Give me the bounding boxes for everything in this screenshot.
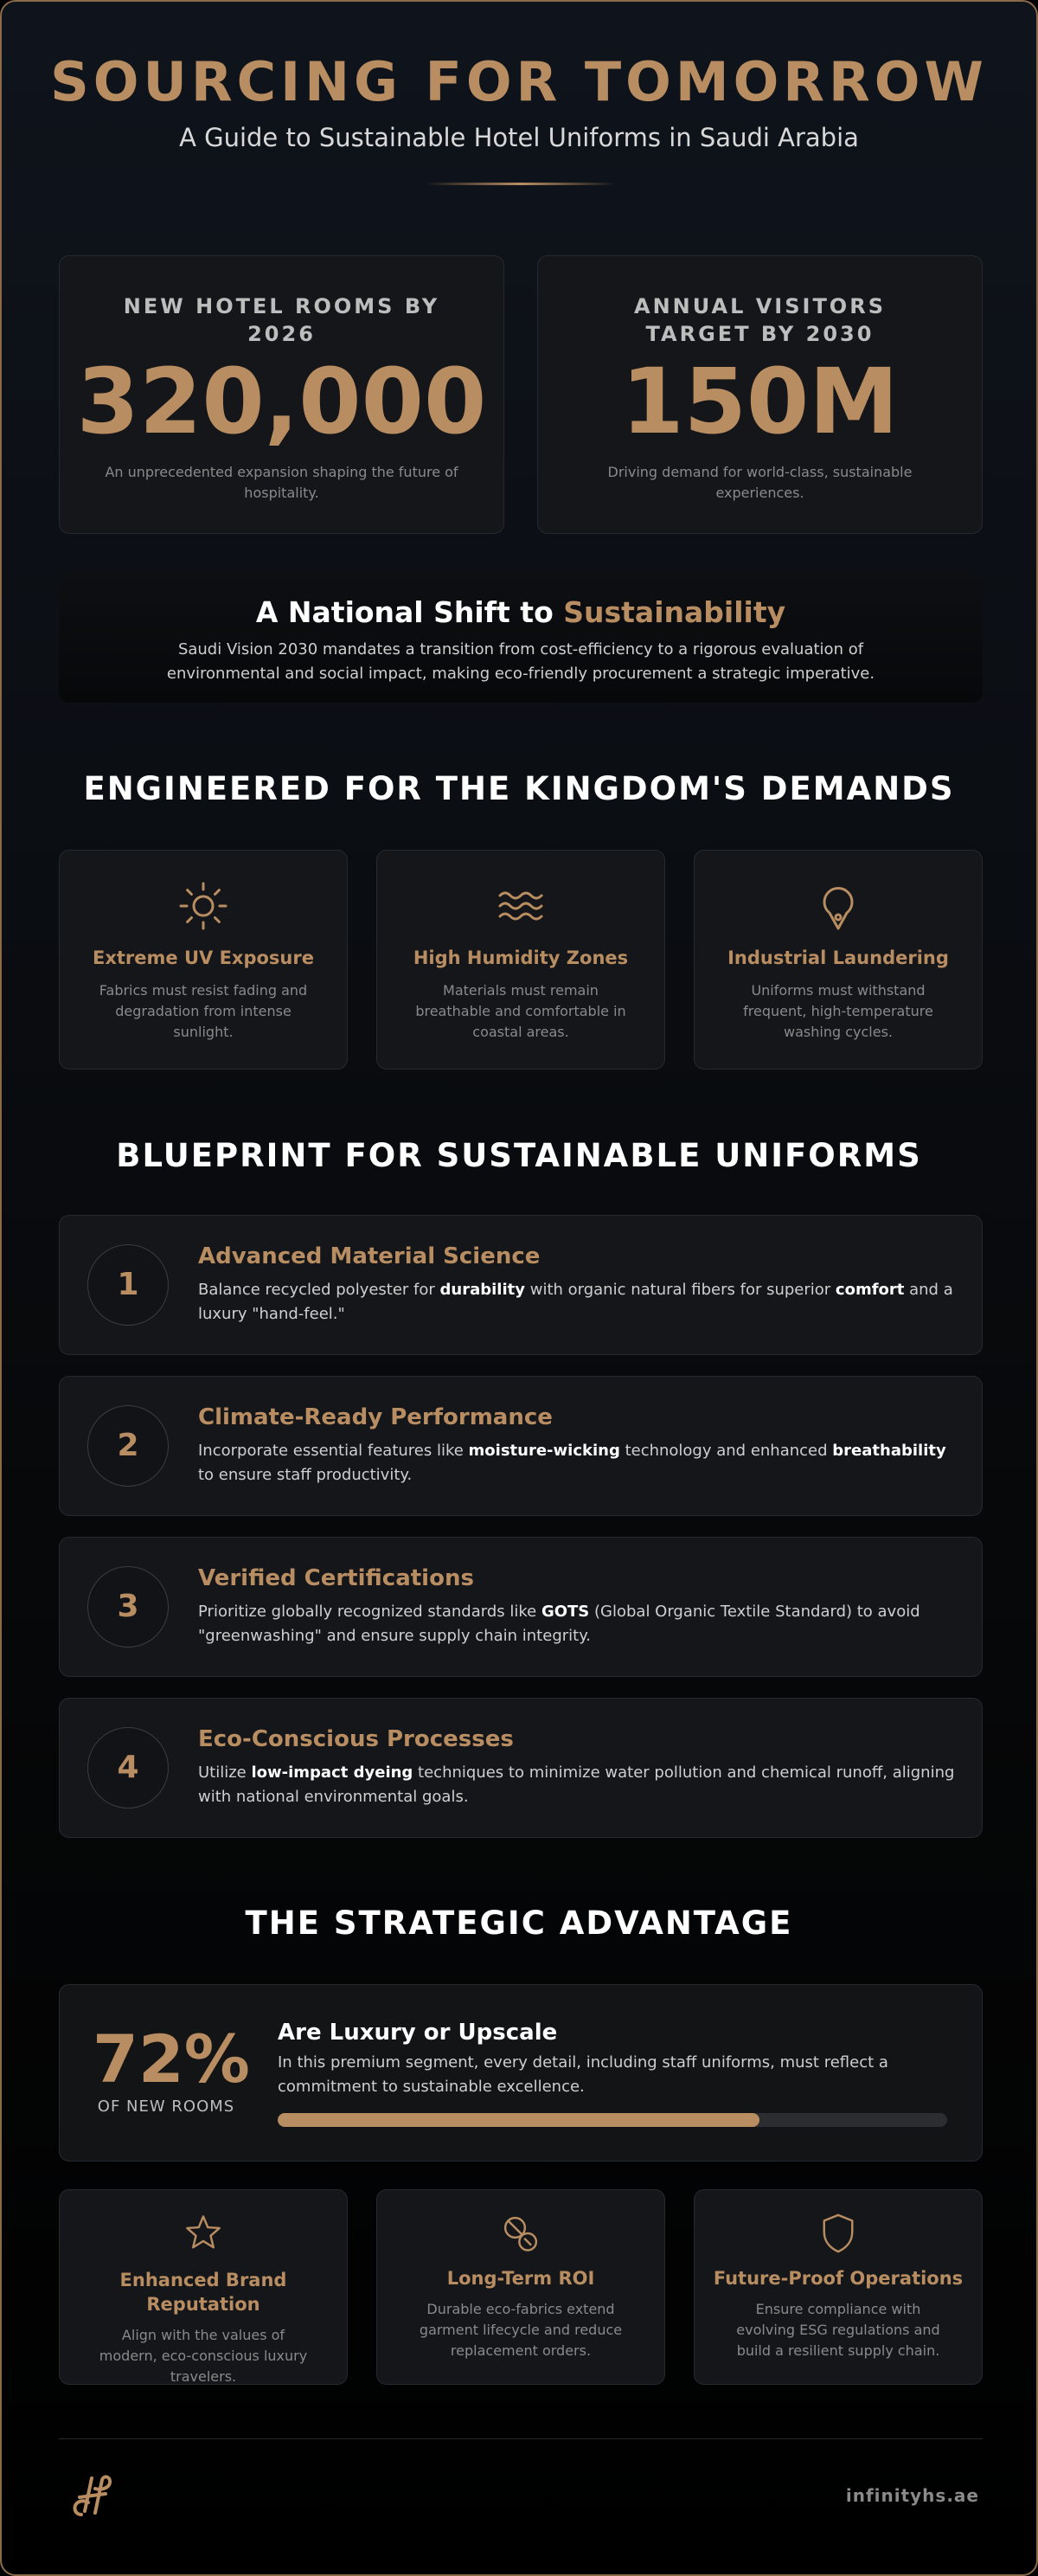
roi-icon	[498, 2211, 543, 2256]
benefit-description: Ensure compliance with evolving ESG regulations and build a resilient supply chain.	[736, 2301, 940, 2359]
demand-description: Fabrics must resist fading and degradation from intense sunlight.	[99, 982, 308, 1040]
step-text	[198, 1761, 959, 1809]
stat-value: 320,000	[76, 349, 487, 454]
demand-name: High Humidity Zones	[413, 948, 629, 968]
benefit-card-operations	[694, 2189, 983, 2385]
stat-description: Driving demand for world-class, sustainable experiences.	[607, 464, 913, 501]
luxury-progress-fill	[278, 2113, 759, 2127]
benefit-description: Align with the values of modern, eco-conscious luxury travelers.	[99, 2327, 308, 2385]
text-part: Balance recycled polyester for	[198, 1281, 440, 1299]
text-part: to ensure staff productivity.	[198, 1466, 413, 1484]
footer-divider	[59, 2438, 983, 2439]
stat-label: ANNUAL VISITORS TARGET BY 2030	[634, 294, 886, 346]
shift-title-prefix: A National Shift to	[255, 595, 564, 629]
footer-website[interactable]: infinityhs.ae	[845, 2485, 979, 2506]
step-text	[198, 1600, 959, 1648]
text-part: (Global Organic Textile Standard) to avoid "greenwashing" and ensure supply chain integrity.	[198, 1603, 920, 1645]
luxury-headline: Are Luxury or Upscale	[278, 2020, 558, 2046]
text-bold: moisture-wicking	[468, 1442, 620, 1460]
hero-subtitle: A Guide to Sustainable Hotel Uniforms in Saudi Arabia	[179, 123, 859, 152]
benefit-name: Enhanced Brand Reputation	[119, 2270, 287, 2315]
text-part: with organic natural fibers for superior	[525, 1281, 836, 1299]
benefit-card-roi	[376, 2189, 665, 2385]
advantage-section-title: THE STRATEGIC ADVANTAGE	[245, 1905, 793, 1942]
blueprint-card-2	[59, 1376, 983, 1516]
benefit-card-brand	[59, 2189, 348, 2385]
text-bold: GOTS	[541, 1603, 590, 1621]
demands-section-title: ENGINEERED FOR THE KINGDOM'S DEMANDS	[83, 770, 955, 807]
benefit-name: Future-Proof Operations	[713, 2268, 964, 2289]
step-title: Advanced Material Science	[198, 1243, 541, 1269]
hero-title: SOURCING FOR TOMORROW	[50, 50, 988, 113]
demand-card-humidity	[376, 850, 665, 1070]
text-part: Prioritize globally recognized standards like	[198, 1603, 541, 1621]
blueprint-card-4	[59, 1698, 983, 1838]
step-number: 2	[87, 1405, 169, 1487]
brand-logo	[67, 2471, 116, 2520]
stat-value: 150M	[621, 349, 899, 454]
text-part: Incorporate essential features like	[198, 1442, 469, 1460]
drop-icon	[811, 878, 866, 934]
shift-text: Saudi Vision 2030 mandates a transition from cost-efficiency to a rigorous evaluation of environmental and social impact, making eco-friendly procurement a strategic imperative.	[166, 640, 875, 683]
text-bold: comfort	[835, 1281, 905, 1299]
sun-icon	[176, 878, 231, 934]
demand-description: Uniforms must withstand frequent, high-temperature washing cycles.	[743, 982, 933, 1040]
stat-card-visitors	[537, 255, 983, 534]
step-number: 4	[87, 1727, 169, 1808]
demand-card-uv	[59, 850, 348, 1070]
text-part: and a luxury "hand-feel."	[198, 1281, 953, 1323]
stat-label: NEW HOTEL ROOMS BY 2026	[123, 294, 440, 346]
blueprint-section-title: BLUEPRINT FOR SUSTAINABLE UNIFORMS	[116, 1137, 922, 1174]
step-number: 1	[87, 1244, 169, 1326]
luxury-share-card	[59, 1984, 983, 2162]
shift-title-highlight: Sustainability	[563, 595, 786, 629]
benefit-description: Durable eco-fabrics extend garment lifecycle and reduce replacement orders.	[419, 2301, 623, 2359]
waves-icon	[493, 878, 548, 934]
step-text	[198, 1278, 959, 1327]
luxury-percent-label: OF NEW ROOMS	[97, 2097, 235, 2116]
stat-description: An unprecedented expansion shaping the future of hospitality.	[105, 464, 458, 501]
demand-name: Extreme UV Exposure	[93, 948, 314, 968]
star-icon	[181, 2211, 226, 2256]
blueprint-card-1	[59, 1215, 983, 1355]
text-part: techniques to minimize water pollution and chemical runoff, aligning with national environmental goals.	[198, 1763, 955, 1806]
shield-icon	[816, 2211, 861, 2256]
luxury-text: In this premium segment, every detail, including staff uniforms, must reflect a commitment to sustainable excellence.	[278, 2053, 888, 2096]
shift-title	[59, 595, 983, 629]
text-bold: low-impact dyeing	[251, 1763, 413, 1782]
benefit-name: Long-Term ROI	[446, 2268, 595, 2289]
text-bold: durability	[439, 1281, 525, 1299]
step-title: Climate-Ready Performance	[198, 1404, 553, 1430]
luxury-progress-bar	[278, 2113, 947, 2127]
national-shift-panel	[59, 573, 983, 703]
step-title: Verified Certifications	[198, 1565, 474, 1591]
stat-card-hotel-rooms	[59, 255, 504, 534]
demand-card-laundering	[694, 850, 983, 1070]
demand-description: Materials must remain breathable and comfortable in coastal areas.	[415, 982, 626, 1040]
blueprint-card-3	[59, 1537, 983, 1677]
text-part: Utilize	[198, 1763, 252, 1782]
hero-divider	[426, 183, 616, 185]
step-text	[198, 1439, 959, 1487]
text-bold: breathability	[832, 1442, 946, 1460]
demand-name: Industrial Laundering	[727, 948, 949, 968]
step-number: 3	[87, 1566, 169, 1648]
text-part: technology and enhanced	[619, 1442, 833, 1460]
step-title: Eco-Conscious Processes	[198, 1726, 514, 1752]
luxury-percent: 72%	[93, 2020, 250, 2097]
